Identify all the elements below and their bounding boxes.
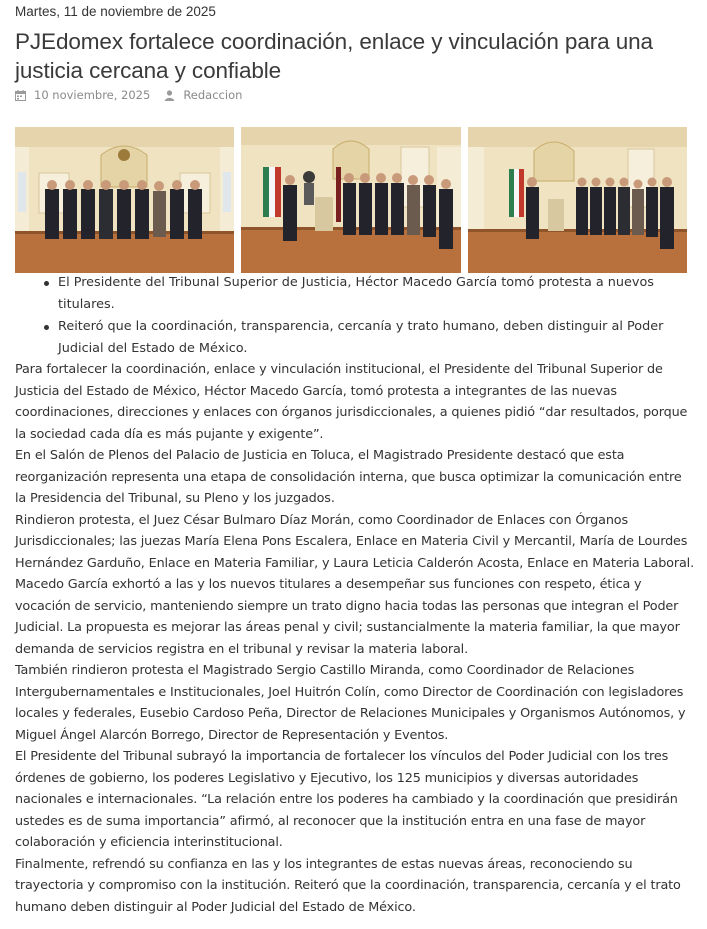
photo-swearing-in-wide[interactable] bbox=[468, 127, 687, 273]
paragraph: En el Salón de Plenos del Palacio de Justicia en Toluca, el Magistrado Presidente destacó que esta reorganización representa una etapa de consolidación interna, que busca optimizar la comunicación entre la Presidencia del Tribunal, su Pleno y los juzgados. bbox=[15, 448, 682, 506]
article-author[interactable]: Redaccion bbox=[183, 88, 243, 102]
photo-group-portrait[interactable] bbox=[15, 127, 234, 273]
user-icon bbox=[164, 90, 175, 101]
summary-bullets bbox=[15, 272, 695, 360]
paragraph: También rindieron protesta el Magistrado Sergio Castillo Miranda, como Coordinador de Relaciones Intergubernamentales e Institucionales, Joel Huitrón Colín, como Director de Coordinación con legisladores locales y federales, Eusebio Cardoso Peña, Director de Relaciones Municipales y Organismos Autónomos, y Miguel Ángel Alarcón Borrego, Director de Representación y Eventos. bbox=[15, 663, 686, 743]
photo-gallery bbox=[15, 127, 687, 273]
article-meta bbox=[15, 88, 242, 102]
article-date[interactable]: 10 noviembre, 2025 bbox=[34, 88, 151, 102]
article-body bbox=[15, 359, 695, 918]
list-item: Reiteró que la coordinación, transparencia, cercanía y trato humano, deben distinguir al Poder Judicial del Estado de México. bbox=[15, 316, 695, 360]
paragraph: El Presidente del Tribunal subrayó la importancia de fortalecer los vínculos del Poder Judicial con los tres órdenes de gobierno, los poderes Legislativo y Ejecutivo, los 125 municipios y diversas autoridades nacionales e internacionales. “La relación entre los poderes ha cambiado y la coordinación que presidirán ustedes es de suma importancia” afirmó, al reconocer que la institución entra en una fase de mayor colaboración y eficiencia interinstitucional. bbox=[15, 749, 678, 850]
current-date: Martes, 11 de noviembre de 2025 bbox=[15, 4, 216, 19]
paragraph: Macedo García exhortó a las y los nuevos titulares a desempeñar sus funciones con respeto, ética y vocación de servicio, manteniendo siempre un trato digno hacia todas las personas que integran el Poder Judicial. La propuesta es mejorar las áreas penal y civil; sustancialmente la materia familiar, la que mayor demanda de servicios registra en el tribunal y revisar la materia laboral. bbox=[15, 577, 680, 657]
paragraph: Finalmente, refrendó su confianza en las y los integrantes de estas nuevas áreas, reconociendo su trayectoria y compromiso con la institución. Reiteró que la coordinación, transparencia, cercanía y el trato humano deben distinguir al Poder Judicial del Estado de México. bbox=[15, 856, 681, 915]
paragraph: Para fortalecer la coordinación, enlace y vinculación institucional, el Presidente del Tribunal Superior de Justicia del Estado de México, Héctor Macedo García, tomó protesta a integrantes de las nuevas coordinaciones, direcciones y enlaces con órganos jurisdiccionales, a quienes pidió “dar resultados, porque la sociedad cada día es más pujante y exigente”. bbox=[15, 362, 688, 442]
calendar-icon bbox=[15, 90, 26, 101]
photo-swearing-in-ceremony[interactable] bbox=[241, 127, 461, 273]
paragraph: Rindieron protesta, el Juez César Bulmaro Díaz Morán, como Coordinador de Enlaces con Órganos Jurisdiccionales; las juezas María Elena Pons Escalera, Enlace en Materia Civil y Mercantil, María de Lourdes Hernández Garduño, Enlace en Materia Familiar, y Laura Leticia Calderón Acosta, Enlace en Materia Laboral. bbox=[15, 512, 694, 571]
article-title[interactable]: PJEdomex fortalece coordinación, enlace y vinculación para una justicia cercana y confiable bbox=[15, 29, 653, 83]
list-item: El Presidente del Tribunal Superior de Justicia, Héctor Macedo García tomó protesta a nuevos titulares. bbox=[15, 272, 695, 316]
